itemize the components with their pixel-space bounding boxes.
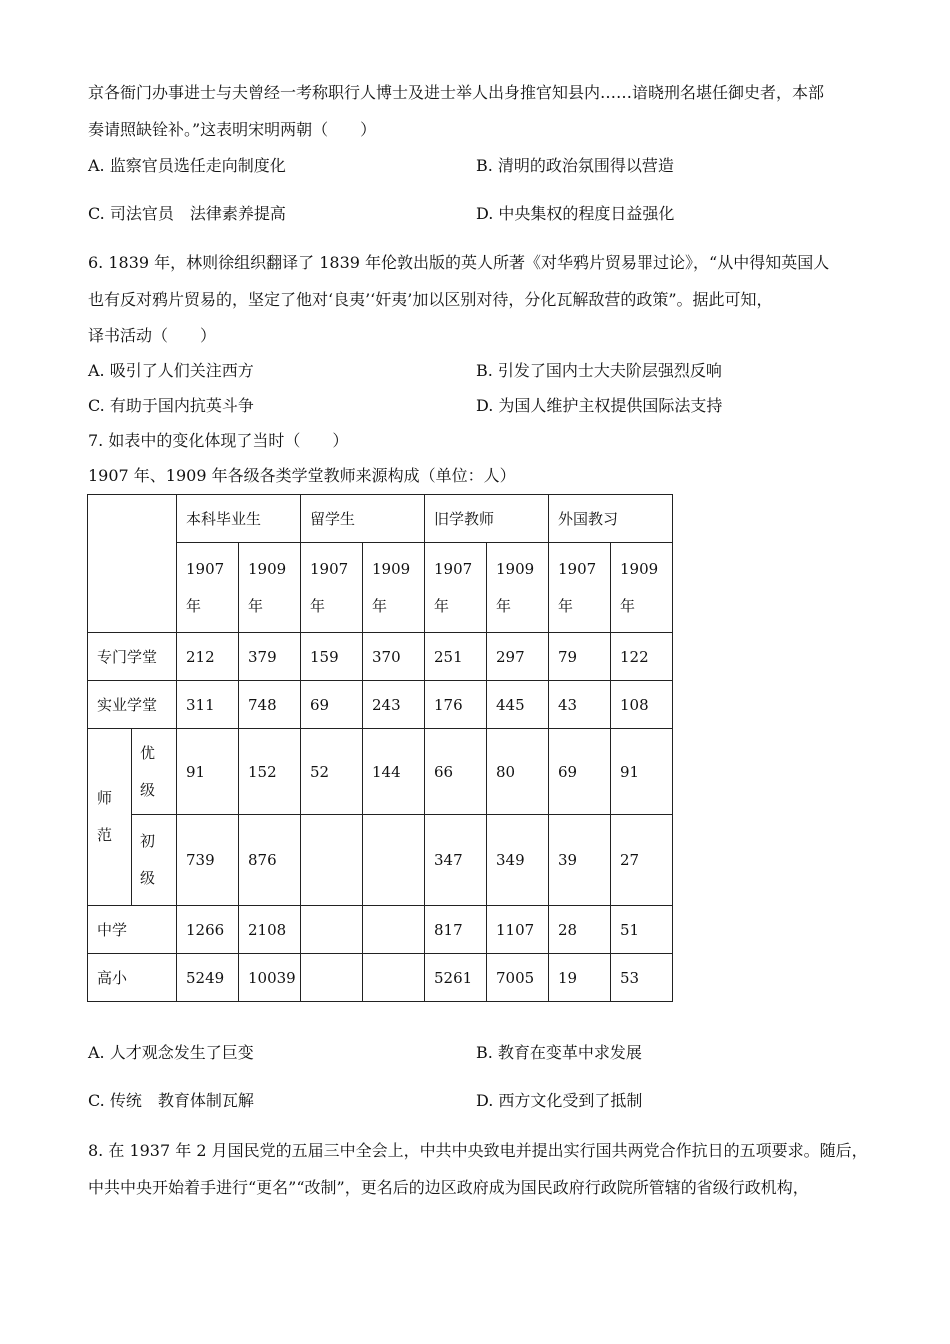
- table-cell: 1266: [177, 906, 239, 954]
- q5-text-line2: 奏请照缺铨补。”这表明宋明两朝（ ）: [88, 120, 377, 139]
- table-cell: 2108: [239, 906, 301, 954]
- table-cell: 7005: [487, 954, 549, 1002]
- year-header: 1909 年: [487, 543, 549, 633]
- table-cell: 66: [425, 729, 487, 815]
- year-header: 1909 年: [611, 543, 673, 633]
- year-header: 1907 年: [425, 543, 487, 633]
- table-cell: 10039: [239, 954, 301, 1002]
- table-cell: 39: [549, 815, 611, 906]
- table-row-shiye: [88, 681, 673, 729]
- year-header: 1909 年: [239, 543, 301, 633]
- year-header: 1907 年: [301, 543, 363, 633]
- table-cell: 43: [549, 681, 611, 729]
- q6-text-line1: 6. 1839 年，林则徐组织翻译了 1839 年伦敦出版的英人所著《对华鸦片贸易罪过论》，“从中得知英国人: [88, 253, 830, 272]
- group-header: 留学生: [301, 495, 425, 543]
- table-cell: 243: [363, 681, 425, 729]
- table-cell: 91: [177, 729, 239, 815]
- year-header: 1907 年: [177, 543, 239, 633]
- q5-option-a[interactable]: A. 监察官员选任走向制度化: [88, 156, 286, 175]
- table-cell: 19: [549, 954, 611, 1002]
- q8-text-line2: 中共中央开始着手进行“更名”“改制”，更名后的边区政府成为国民政府行政院所管辖的省级行政机构，: [88, 1178, 809, 1197]
- table-cell: 739: [177, 815, 239, 906]
- table-cell: 108: [611, 681, 673, 729]
- q6-option-c[interactable]: C. 有助于国内抗英斗争: [88, 396, 254, 415]
- table-cell: 311: [177, 681, 239, 729]
- table-cell: 251: [425, 633, 487, 681]
- q5-option-d[interactable]: D. 中央集权的程度日益强化: [476, 204, 675, 223]
- q6-option-a[interactable]: A. 吸引了人们关注西方: [88, 361, 254, 380]
- table-cell: [301, 815, 363, 906]
- row-label: 中学: [88, 906, 177, 954]
- q7-option-d[interactable]: D. 西方文化受到了抵制: [476, 1091, 643, 1110]
- table-cell: 51: [611, 906, 673, 954]
- table-cell: 212: [177, 633, 239, 681]
- q5-option-b[interactable]: B. 清明的政治氛围得以营造: [476, 156, 674, 175]
- table-cell: 379: [239, 633, 301, 681]
- table-row-zhuanmen: [88, 633, 673, 681]
- table-cell: 748: [239, 681, 301, 729]
- table-cell: [363, 906, 425, 954]
- q6-text-line3: 译书活动（ ）: [88, 326, 217, 345]
- corner-cell: [88, 495, 177, 633]
- table-cell: 28: [549, 906, 611, 954]
- table-cell: 445: [487, 681, 549, 729]
- year-header: 1909 年: [363, 543, 425, 633]
- row-label: 实业学堂: [88, 681, 177, 729]
- table-cell: 370: [363, 633, 425, 681]
- table-row-gaoxiao: [88, 954, 673, 1002]
- q7-stem: 7. 如表中的变化体现了当时（ ）: [88, 431, 349, 450]
- table-cell: 817: [425, 906, 487, 954]
- group-header: 本科毕业生: [177, 495, 301, 543]
- q5-text-line1: 京各衙门办事进士与夫曾经一考称职行人博士及进士举人出身推官知县内……谙晓刑名堪任御史者，本部: [88, 83, 825, 102]
- table-cell: 152: [239, 729, 301, 815]
- table-cell: 159: [301, 633, 363, 681]
- group-header: 外国教习: [549, 495, 673, 543]
- table-header-row: [88, 495, 673, 543]
- table-cell: [301, 906, 363, 954]
- row-label: 专门学堂: [88, 633, 177, 681]
- table-cell: 122: [611, 633, 673, 681]
- table-cell: 347: [425, 815, 487, 906]
- q7-option-c[interactable]: C. 传统 教育体制瓦解: [88, 1091, 254, 1110]
- q6-option-d[interactable]: D. 为国人维护主权提供国际法支持: [476, 396, 723, 415]
- table-cell: 52: [301, 729, 363, 815]
- table-row-shifan-you: [88, 729, 673, 815]
- table-cell: 5249: [177, 954, 239, 1002]
- table-cell: 349: [487, 815, 549, 906]
- table-cell: 27: [611, 815, 673, 906]
- table-cell: 80: [487, 729, 549, 815]
- table-cell: 5261: [425, 954, 487, 1002]
- table-cell: [363, 815, 425, 906]
- table-cell: 297: [487, 633, 549, 681]
- row-label-shifan: 师 范: [88, 729, 132, 906]
- q7-option-a[interactable]: A. 人才观念发生了巨变: [88, 1043, 254, 1062]
- group-header: 旧学教师: [425, 495, 549, 543]
- table-cell: 91: [611, 729, 673, 815]
- q8-text-line1: 8. 在 1937 年 2 月国民党的五届三中全会上，中共中央致电并提出实行国共两党合作抗日的五项要求。随后，: [88, 1141, 868, 1160]
- row-sublabel-you: 优 级: [132, 729, 177, 815]
- table-cell: 69: [549, 729, 611, 815]
- table-cell: 79: [549, 633, 611, 681]
- table-cell: 1107: [487, 906, 549, 954]
- table-caption: 1907 年、1909 年各级各类学堂教师来源构成（单位：人）: [88, 466, 516, 485]
- table-cell: 876: [239, 815, 301, 906]
- teacher-source-table: [87, 494, 673, 1002]
- table-cell: 176: [425, 681, 487, 729]
- table-cell: 144: [363, 729, 425, 815]
- table-cell: [363, 954, 425, 1002]
- table-row-zhongxue: [88, 906, 673, 954]
- table-cell: 69: [301, 681, 363, 729]
- row-label: 高小: [88, 954, 177, 1002]
- q5-option-c[interactable]: C. 司法官员 法律素养提高: [88, 204, 286, 223]
- year-header: 1907 年: [549, 543, 611, 633]
- row-sublabel-chu: 初 级: [132, 815, 177, 906]
- q6-option-b[interactable]: B. 引发了国内士大夫阶层强烈反响: [476, 361, 722, 380]
- table-row-shifan-chu: [88, 815, 673, 906]
- q6-text-line2: 也有反对鸦片贸易的，坚定了他对‘良夷’‘奸夷’加以区别对待，分化瓦解敌营的政策”。据此可知，: [88, 290, 773, 309]
- table-cell: 53: [611, 954, 673, 1002]
- q7-option-b[interactable]: B. 教育在变革中求发展: [476, 1043, 642, 1062]
- table-cell: [301, 954, 363, 1002]
